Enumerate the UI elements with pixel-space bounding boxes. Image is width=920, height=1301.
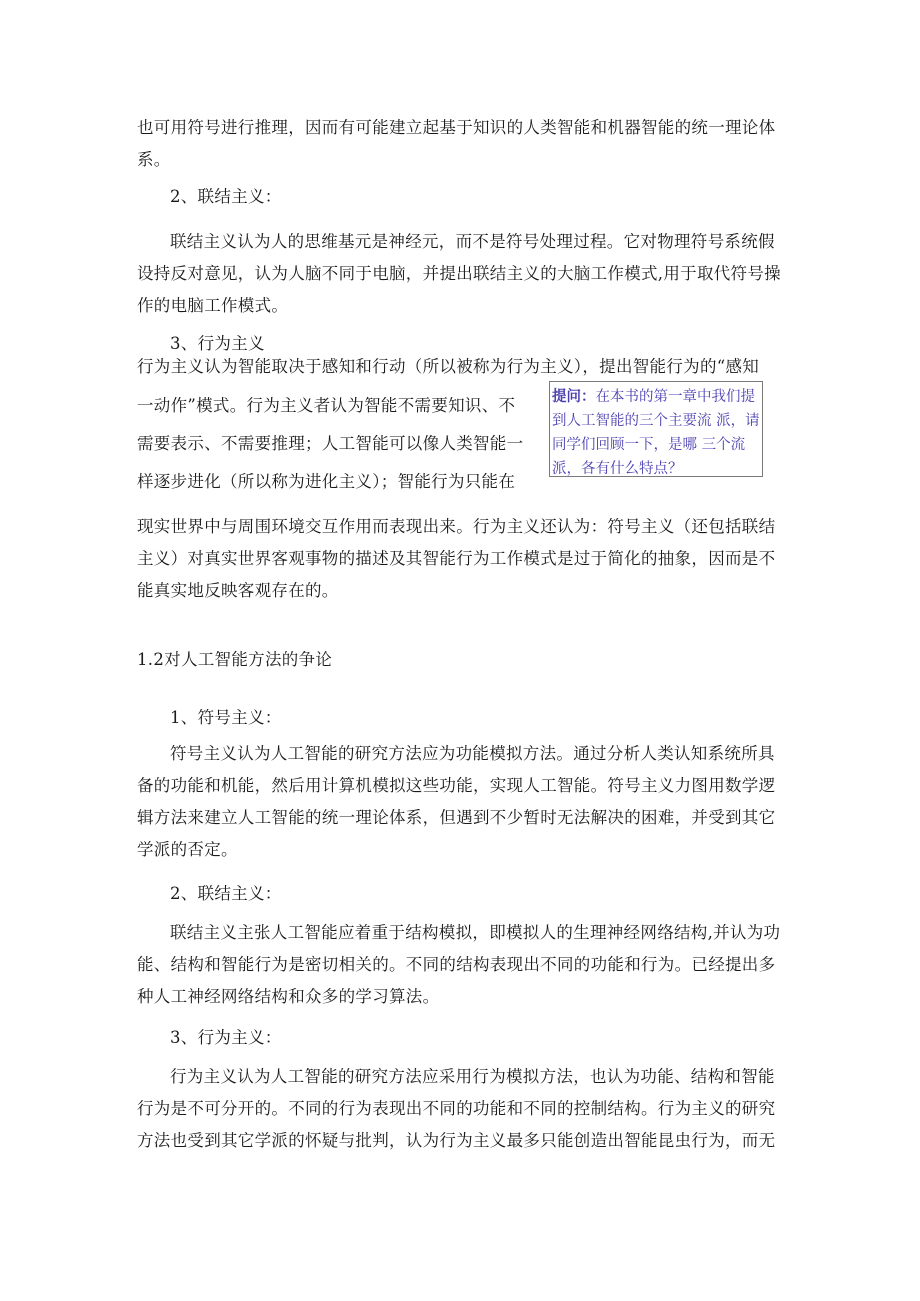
paragraph-behaviorism-2: 行为主义认为人工智能的研究方法应采用行为模拟方法，也认为功能、结构和智能行为是不可分开的。不同的行为表现出不同的功能和不同的控制结构。行为主义的研究方法也受到其它学派的怀疑与批判，认为行为主义最多只能创造出智能昆虫行为，而无 xyxy=(137,1067,776,1150)
subheading-connectionism: 2、联结主义： xyxy=(170,187,282,206)
subheading-behaviorism: 3、行为主义 xyxy=(170,334,265,353)
subheading-behaviorism-2: 3、行为主义： xyxy=(170,1028,282,1047)
question-callout-box xyxy=(549,381,763,477)
question-callout-text: 在本书的第一章中我们提到人工智能的三个主要流 派，请同学们回顾一下，是哪 三个流派，各有什么特点？ xyxy=(552,389,760,477)
subheading-symbolism: 1、符号主义： xyxy=(170,708,282,727)
paragraph-behaviorism-wrapped: 一动作”模式。行为主义者认为智能不需要知识、不需要表示、不需要推理；人工智能可以像人类智能一样逐步进化（所以称为进化主义）；智能行为只能在 xyxy=(137,396,524,491)
paragraph-behaviorism-first-line: 行为主义认为智能取决于感知和行动（所以被称为行为主义），提出智能行为的“感知 xyxy=(137,357,760,376)
subheading-connectionism-2: 2、联结主义： xyxy=(170,884,282,903)
paragraph-connectionism-2: 联结主义主张人工智能应着重于结构模拟，即模拟人的生理神经网络结构,并认为功能、结构和智能行为是密切相关的。不同的结构表现出不同的功能和行为。已经提出多种人工神经网络结构和众多的学习算法。 xyxy=(137,923,781,1006)
section-heading-1-2: 1.2对人工智能方法的争论 xyxy=(137,650,333,669)
question-callout-label: 提问： xyxy=(552,389,596,405)
paragraph-continuation: 也可用符号进行推理，因而有可能建立起基于知识的人类智能和机器智能的统一理论体系。 xyxy=(137,118,776,169)
paragraph-symbolism: 符号主义认为人工智能的研究方法应为功能模拟方法。通过分析人类认知系统所具备的功能和机能，然后用计算机模拟这些功能，实现人工智能。符号主义力图用数学逻辑方法来建立人工智能的统一理论体系，但遇到不少暂时无法解决的困难，并受到其它学派的否定。 xyxy=(137,744,776,859)
paragraph-behaviorism-continued: 现实世界中与周围环境交互作用而表现出来。行为主义还认为：符号主义（还包括联结主义）对真实世界客观事物的描述及其智能行为工作模式是过于简化的抽象，因而是不能真实地反映客观存在的。 xyxy=(137,517,776,600)
paragraph-connectionism: 联结主义认为人的思维基元是神经元，而不是符号处理过程。它对物理符号系统假设持反对意见，认为人脑不同于电脑，并提出联结主义的大脑工作模式,用于取代符号操作的电脑工作模式。 xyxy=(137,232,781,315)
